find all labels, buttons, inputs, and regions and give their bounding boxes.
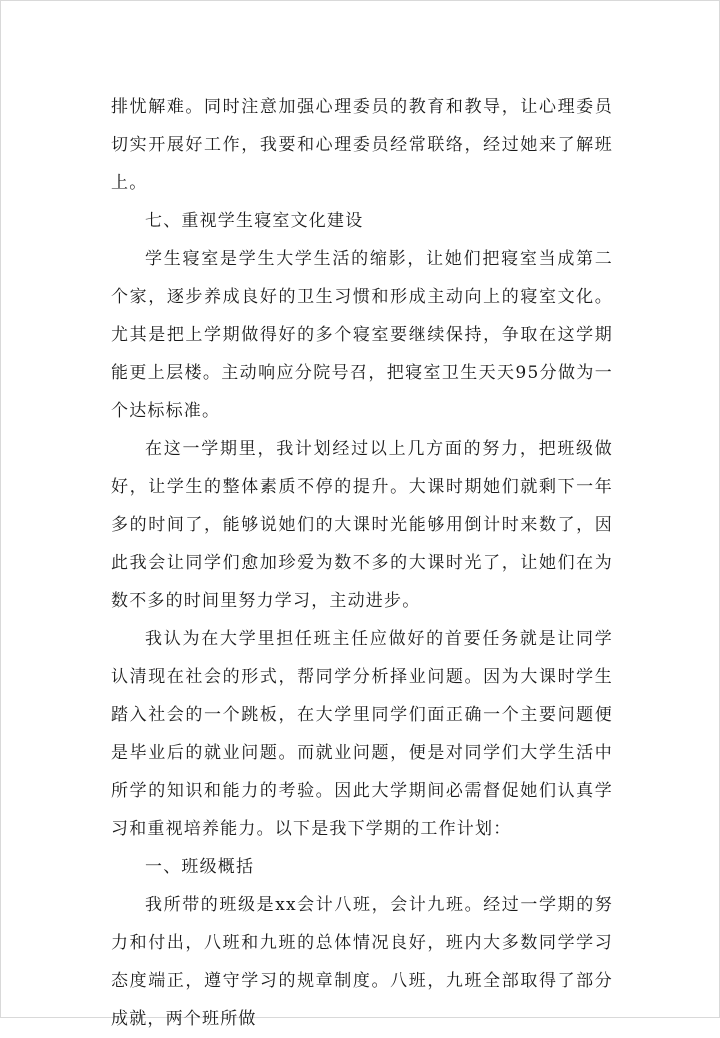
paragraph-dormitory: 学生寝室是学生大学生活的缩影，让她们把寝室当成第二个家，逐步养成良好的卫生习惯和形成主动向上的寝室文化。尤其是把上学期做得好的多个寝室要继续保持，争取在这学期能更上层楼。主动响应分院号召，把寝室卫生天天95分做为一个达标标准。 [111, 249, 613, 421]
paragraph-continuation: 排忧解难。同时注意加强心理委员的教育和教导，让心理委员切实开展好工作，我要和心理委员经常联络，经过她来了解班上。 [111, 97, 613, 193]
section-heading-one: 一、班级概括 [145, 857, 255, 877]
paragraph-head-teacher-task: 我认为在大学里担任班主任应做好的首要任务就是让同学认清现在社会的形式，帮同学分析择业问题。因为大课时学生踏入社会的一个跳板，在大学里同学们面正确一个主要问题便是毕业后的就业问题。而就业问题，便是对同学们大学生活中所学的知识和能力的考验。因此大学期间必需督促她们认真学习和重视培养能力。以下是我下学期的工作计划： [111, 629, 613, 839]
paragraph-class-overview: 我所带的班级是xx会计八班，会计九班。经过一学期的努力和付出，八班和九班的总体情况良好，班内大多数同学学习态度端正，遵守学习的规章制度。八班，九班全部取得了部分成就，两个班所做 [111, 895, 613, 1029]
document-body [111, 88, 613, 1038]
paragraph-semester-plan: 在这一学期里，我计划经过以上几方面的努力，把班级做好，让学生的整体素质不停的提升。大课时期她们就剩下一年多的时间了，能够说她们的大课时光能够用倒计时来数了，因此我会让同学们愈加珍爱为数不多的大课时光了，让她们在为数不多的时间里努力学习，主动进步。 [111, 439, 613, 611]
section-heading-seven: 七、重视学生寝室文化建设 [145, 211, 364, 231]
